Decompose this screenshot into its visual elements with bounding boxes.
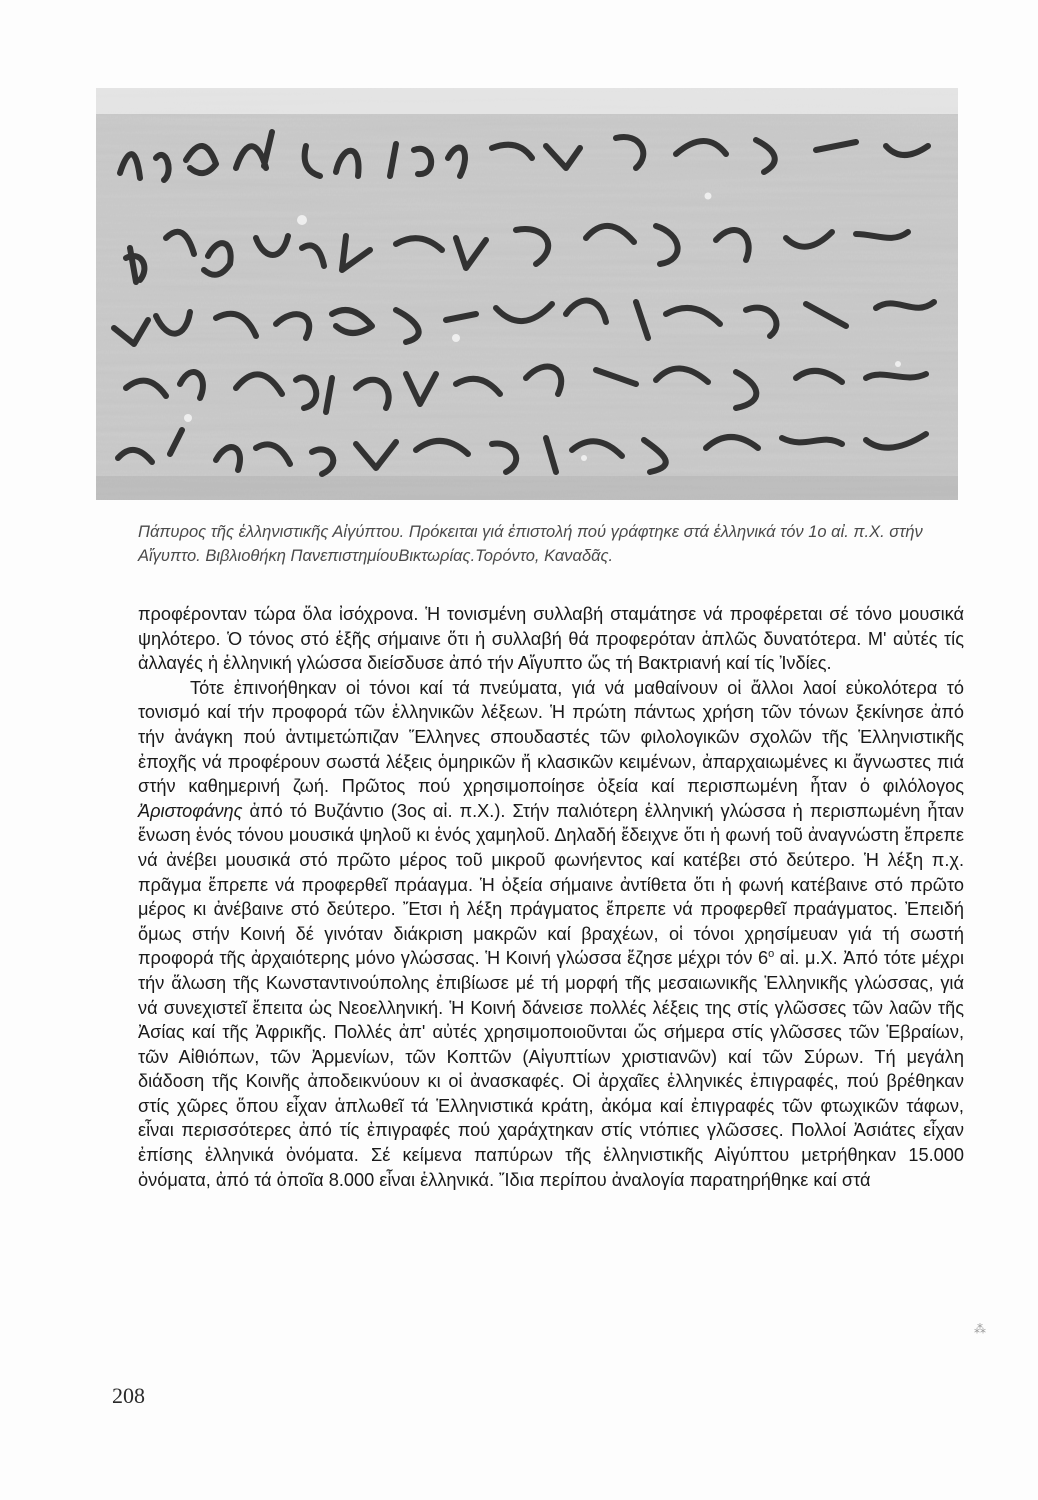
ordinal-superscript: ο: [768, 948, 775, 961]
paragraph-2-text-a: Τότε ἐπινοήθηκαν οἱ τόνοι καί τά πνεύματα, γιά νά μαθαίνουν οἱ ἄλλοι λαοί εὐκολότερα τό τονισμό καί τήν προφορά τῶν ἑλληνικῶν λέξεων. Ἡ πρώτη πάντως χρήση τῶν τόνων ξεκίνησε ἀπό τήν ἀνάγκη πού ἀντιμετώπιζαν Ἕλληνες σπουδαστές τῶν φιλολογικῶν σχολῶν τῆς Ἑλληνιστικῆς ἐποχῆς νά προφέρουν σωστά λέξεις ὁμηρικῶν ἤ κλασικῶν κειμένων, ἀπαρχαιωμένες κι ἄγνωστες πιά στήν καθημερινή ζωή. Πρῶτος πού χρησιμοποίησε ὀξεία καί περισπωμένη ἦταν ὁ φιλόλογος: [138, 677, 964, 797]
paragraph-2: [138, 676, 964, 1192]
paragraph-2-text-b: ἀπό τό Βυζάντιο (3ος αἰ. π.Χ.). Στήν παλιότερη ἑλληνική γλώσσα ἡ περισπωμένη ἦταν ἕνωση ἑνός τόνου μουσικά ψηλοῦ κι ἑνός χαμηλοῦ. Δηλαδή ἔδειχνε ὅτι ἡ φωνή τοῦ ἀναγνώστη ἔπρεπε νά ἀνέβει μουσικά στό πρῶτο μέρος τοῦ μικροῦ φωνήεντος καί κατέβει στό δεύτερο. Ἡ λέξη π.χ. πρᾶγμα ἔπρεπε νά προφερθεῖ πράαγμα. Ἡ ὀξεία σήμαινε ἀντίθετα ὅτι ἡ φωνή κατέβαινε στό πρῶτο μέρος κι ἀνέβαινε στό δεύτερο. Ἔτσι ἡ λέξη πράγματος ἔπρεπε νά προφερθεῖ πραάγματος. Ἐπειδή ὅμως στήν Κοινή δέ γινόταν διάκριση μακρῶν καί βραχέων, οἱ τόνοι χρησίμευαν γιά τή σωστή προφορά τῆς ἀρχαιότερης μόνο γλώσσας. Ἡ Κοινή γλώσσα ἔζησε μέχρι τόν 6: [138, 800, 964, 969]
paragraph-2-text-c: αἰ. μ.Χ. Ἀπό τότε μέχρι τήν ἅλωση τῆς Κωνσταντινούπολης ἐπιβίωσε μέ τή μορφή τῆς μεσαιωνικῆς Ἑλληνικῆς γλώσσας, γιά νά συνεχιστεῖ ἔπειτα ὡς Νεοελληνική. Ἡ Κοινή δάνεισε πολλές λέξεις της στίς γλῶσσες τῶν λαῶν τῆς Ἀσίας καί τῆς Ἀφρικῆς. Πολλές ἀπ' αὐτές χρησιμοποιοῦνται ὥς σήμερα στίς γλῶσσες τῶν Ἑβραίων, τῶν Αἰθιόπων, τῶν Ἀρμενίων, τῶν Κοπτῶν (Αἰγυπτίων χριστιανῶν) καί τῶν Σύρων. Τή μεγάλη διάδοση τῆς Κοινῆς ἀποδεικνύουν κι οἱ ἀνασκαφές. Οἱ ἀρχαῖες ἑλληνικές ἐπιγραφές, πού βρέθηκαν στίς χῶρες ὅπου εἶχαν ἁπλωθεῖ τά Ἑλληνιστικά κράτη, ἀκόμα καί ἐπιγραφές τῶν φτωχικῶν τάφων, εἶναι περισσότερες ἀπό τίς ἐπιγραφές πού χαράχτηκαν στίς ντόπιες γλῶσσες. Πολλοί Ἀσιάτες εἶχαν ἐπίσης ἑλληνικά ὀνόματα. Σέ κείμενα παπύρων τῆς ἑλληνιστικῆς Αἰγύπτου μετρήθηκαν 15.000 ὀνόματα, ἀπό τά ὁποῖα 8.000 εἶναι ἑλληνικά. Ἴδια περίπου ἀναλογία παρατηρήθηκε καί στά: [138, 948, 964, 1190]
paragraph-1: προφέρονταν τώρα ὅλα ἰσόχρονα. Ἡ τονισμένη συλλαβή σταμάτησε νά προφέρεται σέ τόνο μουσικά ψηλότερο. Ὁ τόνος στό ἑξῆς σήμαινε ὅτι ἡ συλλαβή θά προφερόταν ἁπλῶς δυνατότερα. Μ' αὐτές τίς ἀλλαγές ἡ ἑλληνική γλώσσα διείσδυσε ἀπό τήν Αἴγυπτο ὥς τή Βακτριανή καί τίς Ἰνδίες.: [138, 604, 964, 674]
philologist-name: Ἀριστοφάνης: [138, 800, 243, 821]
page-number: 208: [112, 1383, 145, 1408]
papyrus-image: [96, 88, 958, 500]
body-text: [138, 602, 964, 1192]
margin-mark: ⁂: [974, 1322, 986, 1336]
papyrus-photograph: [96, 88, 958, 500]
figure-caption: Πάπυρος τῆς ἑλληνιστικῆς Αἰγύπτου. Πρόκειται γιά ἐπιστολή πού γράφτηκε στά ἑλληνικά τόν 1ο αἰ. π.Χ. στήν Αἴγυπτο. Βιβλιοθήκη ΠανεπιστημίουΒικτωρίας.Τορόντο, Καναδᾶς.: [138, 523, 923, 565]
